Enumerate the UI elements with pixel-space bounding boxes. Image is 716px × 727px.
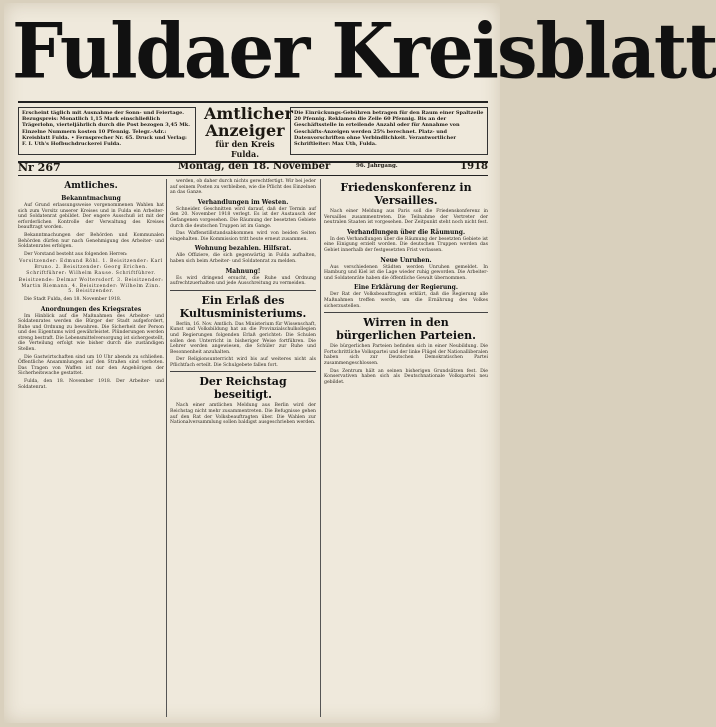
article-headline: Friedenskonferenz in Versailles. — [340, 181, 472, 207]
section-subheading: Wohnung bezahlen. Hilfsrat. — [194, 245, 292, 253]
paragraph: Schneider. Geschnitten wird darauf, daß der Termin auf den 20. November 1918 verlegt. Es ist der Austausch der Gefangenen vorgesehen. Die Räumung der besetzten Gebiete durch die deutschen Truppen ist im Gange. — [170, 206, 316, 229]
masthead-title: Fuldaer Kreisblatt — [12, 5, 716, 96]
newspaper-page — [4, 3, 716, 723]
article-headline: Wirren in den bürgerlichen Parteien. — [336, 316, 476, 343]
fulda-line: Fulda. — [231, 149, 259, 159]
section-subheading: Bekanntmachung — [61, 195, 121, 202]
column-divider — [166, 179, 167, 717]
names-list: Vorsitzender: Edmund Röhl. 1. Beisitzender: Karl Bruno. 2. Beisitzender: Georg Erichen. Schriftführer: Wilhelm Rause. Schriftführer. — [19, 259, 163, 276]
paragraph: In den Verhandlungen über die Räumung der besetzten Gebiete ist eine Einigung erzielt worden. Die deutschen Truppen werden das Gebiet innerhalb der festgesetzten Frist verlassen. — [324, 236, 488, 253]
paragraph: Berlin, 16. Nov. Amtlich. Das Ministerium für Wissenschaft, Kunst und Volksbildung hat an die Provinzialschulkollegien und Regierungen folgenden Erlaß gerichtet: Die Schulen sollen den Unterricht in bisheriger Weise fortführen. Die Lehrer werden angewiesen, die Schüler zur Ruhe und Besonnenheit anzuhalten. — [170, 321, 316, 355]
section-subheading: Neue Unruhen. — [380, 256, 432, 264]
amtlicher-line: Amtlicher — [204, 104, 293, 123]
section-subheading: Eine Erklärung der Regierung. — [354, 284, 458, 292]
column-1 — [18, 179, 164, 719]
divider — [324, 312, 488, 313]
paragraph: Der Vorstand besteht aus folgenden Herren: — [24, 251, 128, 257]
paragraph: Der Rat der Volksbeauftragten erklärt, daß die Regierung alle Maßnahmen treffen werde, um die Ernährung des Volkes sicherzustellen. — [324, 292, 488, 309]
names-list: Beisitzende: Delmar Woltersdorf. 3. Beisitzender: Martin Riemann. 4. Beisitzender: Wilhelm Zinn. 5. Beisitzender. — [18, 278, 164, 295]
subscription-info-box: Erscheint täglich mit Ausnahme der Sonn- und Feiertage. Bezugspreis: Monatlich 1,15 Mark einschließlich Trägerlohn, vierteljährlich durch die Post bezogen 3,45 Mk. Einzelne Nummern kosten 10 Pfennig. Telegr.-Adr.: Kreisblatt Fulda. • Fernsprecher Nr. 65. Druck und Verlag: F. I. Uth's Hofbuchdruckerei Fulda. — [18, 107, 196, 155]
paragraph: werden, ob daher durch nichts gerechtfertigt. Wir bei jeder auf seinem Posten zu verbleiben, wie die Pflicht des Einzelnen an das Ganze. — [170, 179, 316, 196]
column-2 — [170, 179, 316, 719]
advertising-rates-box: Die Einrückungs-Gebühren betragen für den Raum einer Spaltzeile 20 Pfennig. Reklamen die Zeile 60 Pfennig. Bis an der Geschäftsstelle in erteilende Anzahl oder für Annahme von Geschäfts-Anzeigen werden 25% berechnet. Platz- und Datenvorschriften ohne Verbindlichkeit. Verantwortlicher Schriftleiter: Max Uth, Fulda. — [290, 107, 488, 155]
issue-year: 1918 — [460, 161, 488, 172]
divider — [170, 371, 316, 372]
paragraph: Die Stadt Fulda, den 18. November 1918. — [24, 296, 122, 302]
paragraph: Die bürgerlichen Parteien befinden sich in einer Neubildung. Die Fortschrittliche Volkspartei und der linke Flügel der Nationalliberalen haben sich zur Deutschen Demokratischen Partei zusammengeschlossen. — [324, 344, 488, 366]
paragraph: Bekanntmachungen der Behörden und Kommunalen Behörden dürfen nur nach Genehmigung des Arbeiter- und Soldatenrates erfolgen. — [18, 232, 164, 250]
paragraph: Nach einer Meldung aus Paris soll die Friedenskonferenz in Versailles zusammentreten. Die Teilnahme der Vertreter der neutralen Staaten ist vorgesehen. Der Zeitpunkt steht noch nicht fest. — [324, 209, 488, 226]
section-subheading: Verhandlungen im Westen. — [197, 198, 289, 206]
paragraph: Auf Grund erlassungsweise vorgenommenen Wahlen hat sich zum Vorsitz unserer Kreises und in Fulda ein Arbeiter- und Soldatenrat gebildet. Der engere Ausschuß ist mit der erforderlichen Kontrolle der Verwaltung des Kreises beauftragt worden. — [18, 203, 164, 231]
section-subheading: Anordnungen des Kriegsrates — [40, 305, 142, 313]
paragraph: Alle Offiziere, die sich gegenwärtig in Fulda aufhalten, haben sich beim Arbeiter- und Soldatenrat zu melden. — [170, 253, 316, 264]
paragraph: Aus verschiedenen Städten werden Unruhen gemeldet. In Hamburg und Kiel ist die Lage wieder ruhig geworden. Die Arbeiter- und Soldatenräte haben die öffentliche Gewalt übernommen. — [324, 264, 488, 281]
paragraph: Das Zentrum hält an seinen bisherigen Grundsätzen fest. Die Konservativen haben sich als Deutschnationale Volkspartei neu gebildet. — [324, 368, 488, 385]
article-headline: Der Reichstag beseitigt. — [199, 375, 287, 402]
paragraph: Die Gastwirtschaften sind um 10 Uhr abends zu schließen. Öffentliche Ansammlungen auf den Straßen sind verboten. Das Tragen von Waffen ist nur den Angehörigen der Sicherheitswache gestattet. — [18, 354, 164, 377]
issue-number: Nr 267 — [18, 161, 61, 174]
paragraph: Es wird dringend ersucht, die Ruhe und Ordnung aufrechtzuerhalten und jede Ausschreitung zu vermeiden. — [170, 275, 316, 287]
volume-number: 96. Jahrgang. — [356, 163, 398, 169]
section-subheading: Verhandlungen über die Räumung. — [346, 228, 466, 236]
dateline — [18, 161, 488, 176]
paragraph: Das Waffenstillstandsabkommen wird von beiden Seiten eingehalten. Die Kommission tritt heute erneut zusammen. — [170, 231, 316, 242]
issue-date: Montag, den 18. November — [178, 161, 331, 172]
section-subheading: Mahnung! — [225, 267, 261, 275]
header-row — [18, 101, 488, 163]
official-gazette-label — [204, 104, 293, 159]
anzeiger-line: Anzeiger — [205, 121, 285, 140]
column-divider — [320, 179, 321, 717]
kreis-line: für den Kreis — [215, 139, 275, 149]
article-headline: Ein Erlaß des Kultusministeriums. — [179, 293, 307, 320]
paragraph: Fulda, den 18. November 1918. Der Arbeiter- und Soldatenrat. — [18, 379, 164, 390]
section-heading: Amtliches. — [64, 181, 118, 191]
paragraph: Nach einer amtlichen Meldung aus Berlin wird der Reichstag nicht mehr zusammentreten. Die Befugnisse gehen auf den Rat der Volksbeauftragten über. Die Wahlen zur Nationalversammlung sollen baldigst ausgeschrieben werden. — [170, 403, 316, 426]
column-3 — [324, 179, 488, 719]
paragraph: Im Hinblick auf die Maßnahmen des Arbeiter- und Soldatenrates werden die Bürger der Stadt aufgefordert, Ruhe und Ordnung zu bewahren. Die Sicherheit der Person und des Eigentums wird gewährleistet. Plünderungen werden streng bestraft. Die Lebensmittelversorgung ist sichergestellt, die Verteilung erfolgt wie bisher durch die zuständigen Stellen. — [18, 313, 164, 353]
divider — [170, 290, 316, 291]
paragraph: Der Religionsunterricht wird bis auf weiteres nicht als Pflichtfach erteilt. Die Schulgebete fallen fort. — [170, 357, 316, 368]
